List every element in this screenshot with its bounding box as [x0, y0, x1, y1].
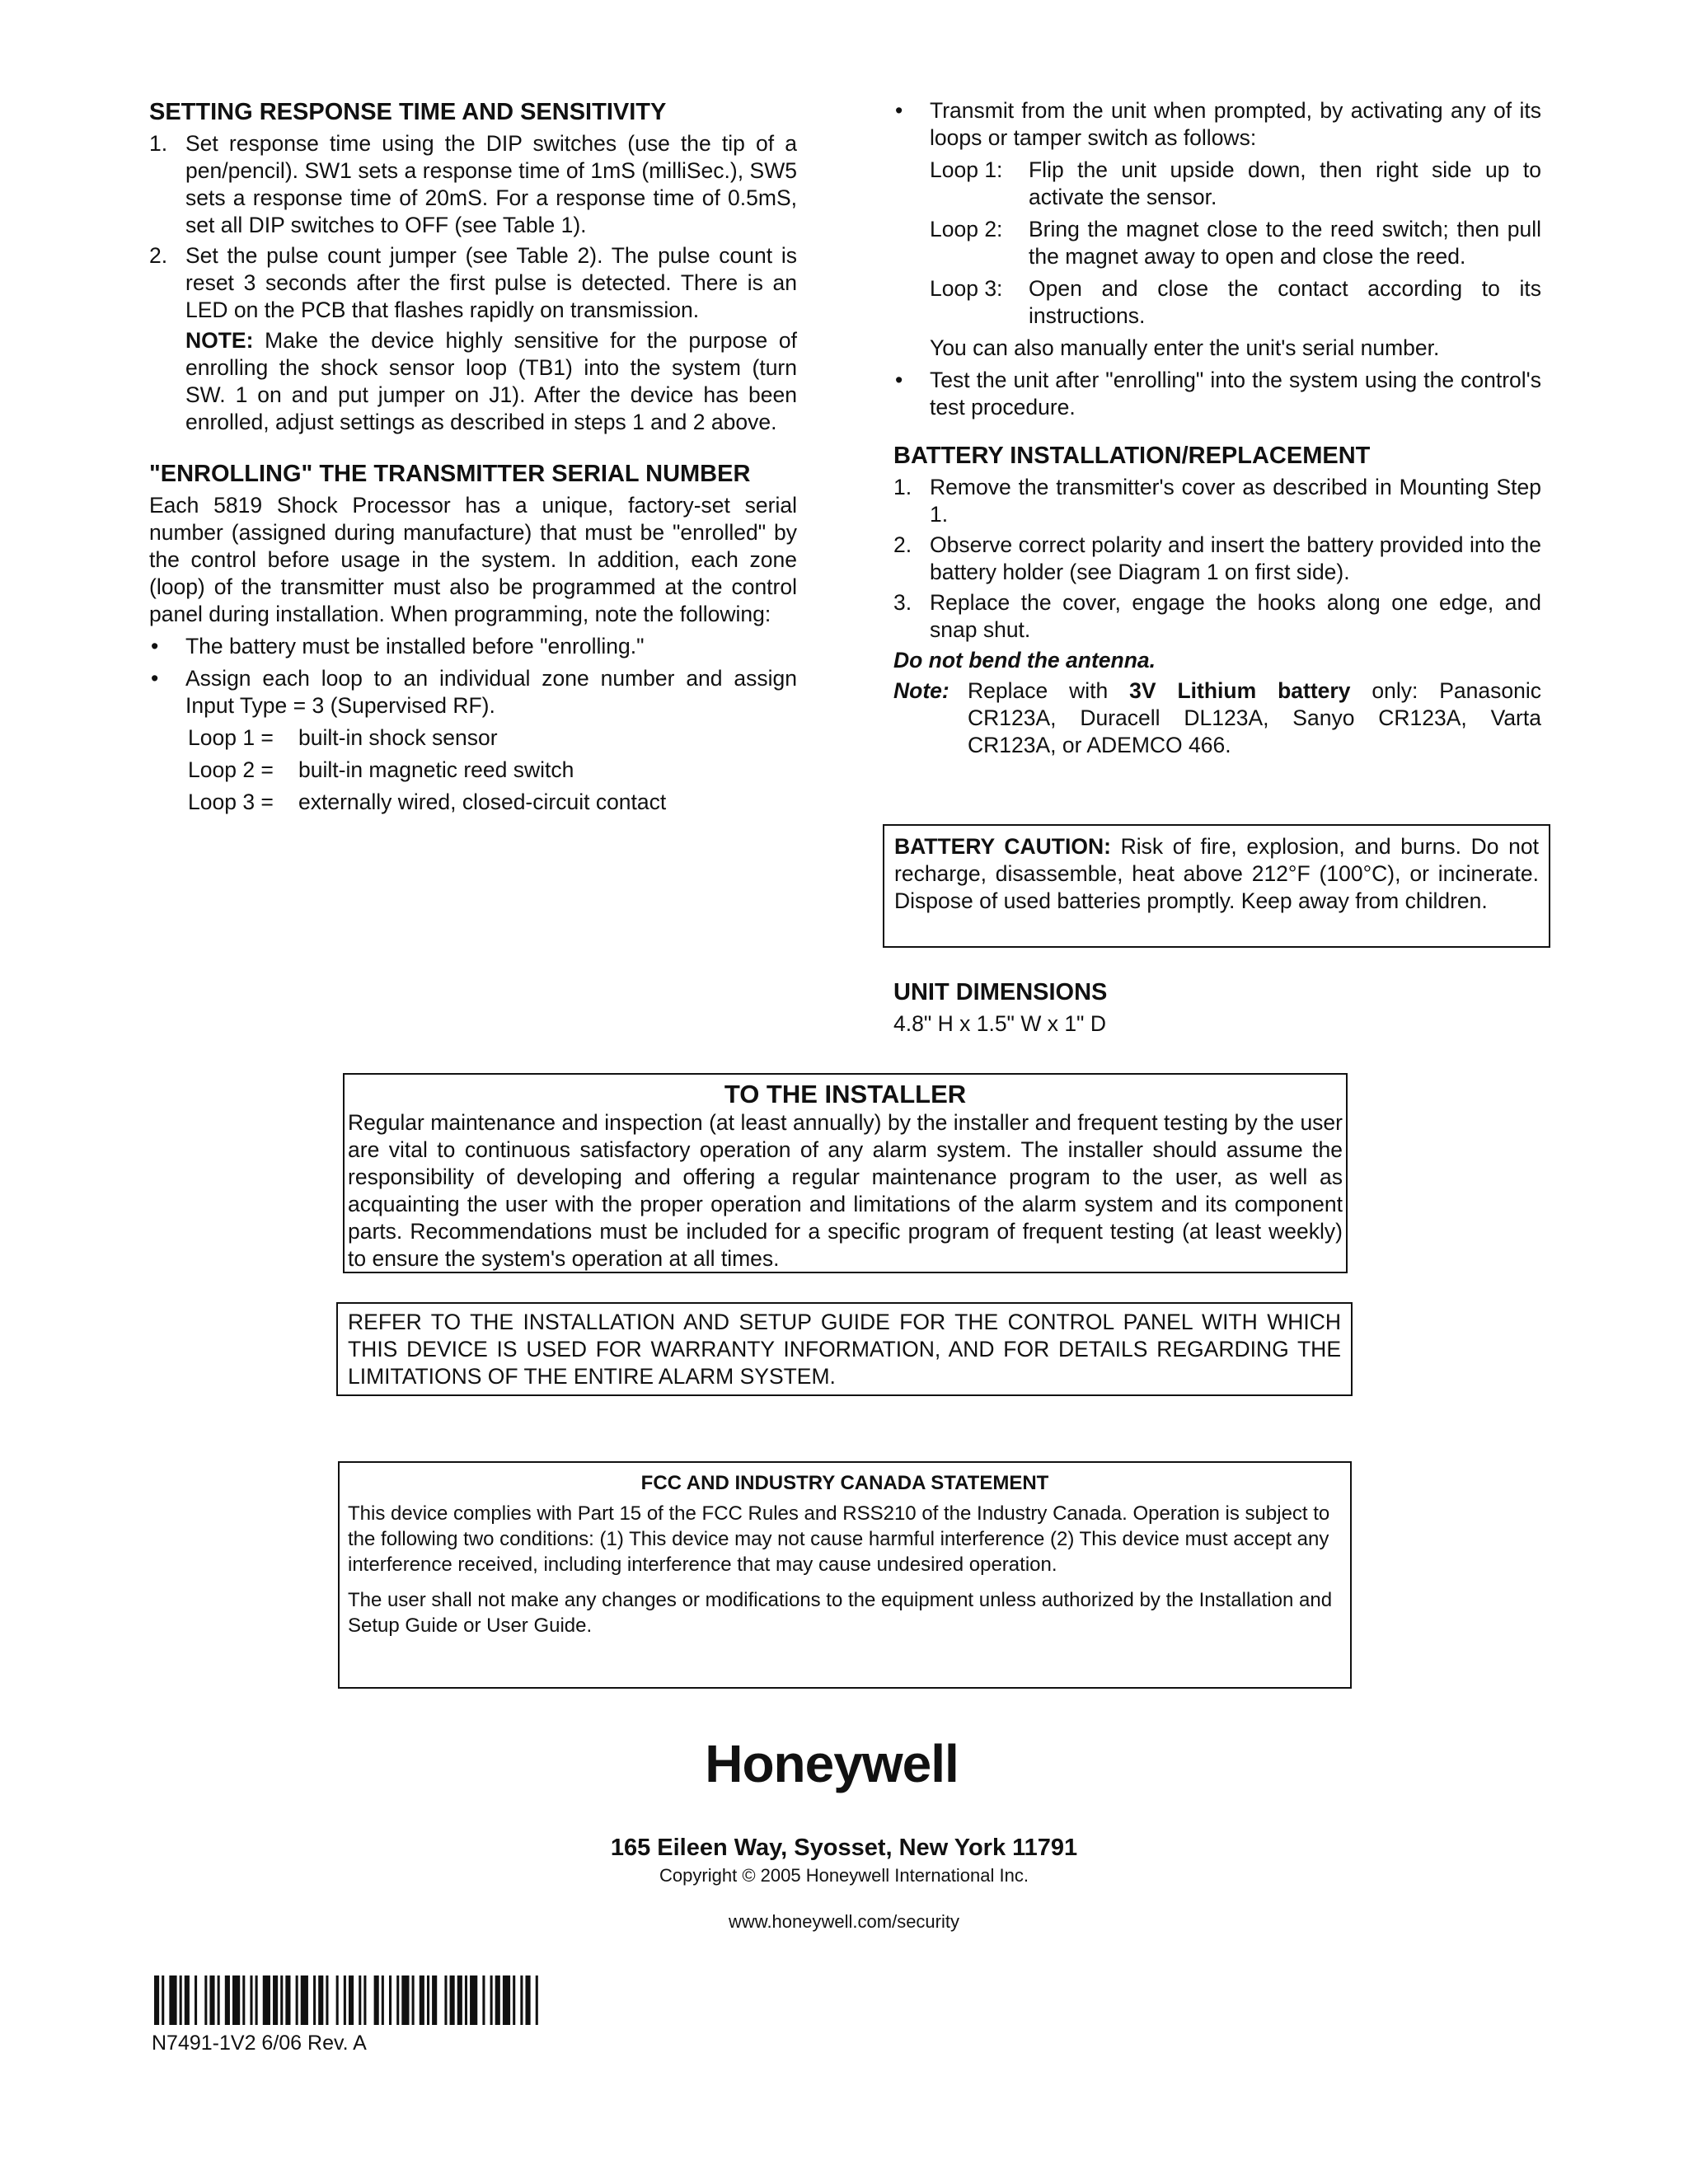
manual-entry-text: You can also manually enter the unit's serial number. [930, 335, 1440, 360]
note-label: NOTE: [185, 328, 254, 353]
response-steps [149, 130, 797, 324]
enroll-heading: "ENROLLING" THE TRANSMITTER SERIAL NUMBER [149, 461, 751, 487]
battery-steps [893, 474, 1541, 644]
bullet-text: Transmit from the unit when prompted, by activating any of its loops or tamper switch as follows: [930, 98, 1541, 150]
loop-row [149, 789, 797, 816]
note-text: Make the device highly sensitive for the purpose of enrolling the shock sensor loop (TB1) into the system (turn SW. 1 on and put jumper on J1). After the device has been enrolled, adjust settings as described in steps 1 and 2 above. [185, 328, 797, 434]
loop-text: externally wired, closed-circuit contact [298, 790, 667, 814]
fcc-title: FCC AND INDUSTRY CANADA STATEMENT [640, 1472, 1049, 1494]
test-bullets [893, 367, 1541, 421]
battery-heading: BATTERY INSTALLATION/REPLACEMENT [893, 443, 1371, 469]
company-address: 165 Eileen Way, Syosset, New York 11791 [610, 1835, 1078, 1861]
note-pre: Replace with [968, 678, 1130, 703]
sensitivity-note [149, 327, 797, 436]
loop-instructions [893, 157, 1541, 330]
response-heading: SETTING RESPONSE TIME AND SENSITIVITY [149, 99, 667, 125]
loop-key: Loop 2: [930, 217, 1003, 241]
enroll-bullets [149, 633, 797, 719]
loop-row [149, 724, 797, 752]
step-number: 2. [893, 532, 912, 557]
loop-key: Loop 1: [930, 157, 1003, 182]
bullet-text: Assign each loop to an individual zone number and assign Input Type = 3 (Supervised RF). [185, 666, 797, 718]
step-number: 3. [893, 590, 912, 615]
step-text: Observe correct polarity and insert the battery provided into the battery holder (see Diagram 1 on first side). [930, 532, 1541, 584]
step-number: 1. [893, 475, 912, 499]
loop-assignments [149, 724, 797, 816]
barcode-image [154, 1975, 546, 2025]
enroll-intro: Each 5819 Shock Processor has a unique, factory-set serial number (assigned during manufacture) that must be "enrolled" by the control before usage in the system. In addition, each zone (loop) of the transmitter must also be programmed at the control panel during installation. When programming, note the following: [149, 493, 797, 626]
transmit-bullets [893, 97, 1541, 152]
refer-text: REFER TO THE INSTALLATION AND SETUP GUIDE FOR THE CONTROL PANEL WITH WHICH THIS DEVICE IS USED FOR WARRANTY INFORMATION, AND FOR DETAILS REGARDING THE LIMITATIONS OF THE ENTIRE ALARM SYSTEM. [348, 1310, 1341, 1389]
loop-text: built-in magnetic reed switch [298, 757, 574, 782]
fcc-paragraph: The user shall not make any changes or modifications to the equipment unless authorized by the Installation and Setup Guide or User Guide. [348, 1589, 1333, 1637]
logo-text: Honeywell [705, 1734, 959, 1793]
website-url: www.honeywell.com/security [729, 1911, 959, 1932]
part-number: N7491-1V2 6/06 Rev. A [152, 2032, 367, 2055]
installer-title: TO THE INSTALLER [724, 1080, 967, 1108]
caution-label: BATTERY CAUTION: [894, 834, 1111, 859]
loop-row [149, 757, 797, 784]
step-text: Replace the cover, engage the hooks along one edge, and snap shut. [930, 590, 1541, 642]
list-item: • The battery must be installed before "enrolling." [151, 634, 645, 658]
installer-box [343, 1073, 1348, 1273]
dimensions-value: 4.8" H x 1.5" W x 1" D [893, 1011, 1106, 1036]
fcc-paragraph: This device complies with Part 15 of the FCC Rules and RSS210 of the Industry Canada. Operation is subject to the following two conditions: (1) This device may not cause harmful interference (2) This device must accept any interference received, including interference that may cause undesired operation. [348, 1502, 1330, 1576]
loop-key: Loop 3 = [188, 790, 274, 814]
dimensions-heading: UNIT DIMENSIONS [893, 979, 1108, 1005]
step-number: 1. [149, 131, 168, 156]
list-item [149, 242, 797, 324]
note-battery-type: 3V Lithium battery [1129, 678, 1351, 703]
list-item: • Transmit from the unit when prompted, by activating any of its loops or tamper switch as follows: [895, 98, 1541, 150]
note-label: Note: [893, 678, 950, 703]
loop-row [930, 157, 1541, 211]
honeywell-logo [695, 1731, 968, 1797]
bullet-text: The battery must be installed before "enrolling." [185, 634, 645, 658]
list-item [893, 532, 1541, 586]
list-item: • Test the unit after "enrolling" into the system using the control's test procedure. [895, 368, 1541, 419]
loop-text: Open and close the contact according to its instructions. [1029, 276, 1541, 328]
copyright-notice: Copyright © 2005 Honeywell International Inc. [659, 1865, 1029, 1886]
list-item [149, 130, 797, 239]
step-text: Set the pulse count jumper (see Table 2). The pulse count is reset 3 seconds after the first pulse is detected. There is an LED on the PCB that flashes rapidly on transmission. [185, 243, 797, 322]
bullet-text: Test the unit after "enrolling" into the system using the control's test procedure. [930, 368, 1541, 419]
loop-text: built-in shock sensor [298, 725, 498, 750]
loop-key: Loop 1 = [188, 725, 274, 750]
caution-text: Risk of fire, explosion, and burns. Do not recharge, disassemble, heat above 212°F (100°C), or incinerate. Dispose of used batteries promptly. Keep away from children. [894, 834, 1540, 913]
unit-dimensions [893, 977, 1541, 1038]
left-column [149, 97, 797, 821]
battery-caution-box [883, 824, 1550, 948]
loop-text: Bring the magnet close to the reed switch; then pull the magnet away to open and close the reed. [1029, 217, 1541, 269]
installer-text: Regular maintenance and inspection (at least annually) by the installer and frequent testing by the user are vital to continuous satisfactory operation of any alarm system. The installer should assume the responsibility of developing and offering a regular maintenance program to the user, as well as acquainting the user with the proper operation and limitations of the alarm system and its component parts. Recommendations must be included for a specific program of frequent testing (at least weekly) to ensure the system's operation at all times. [348, 1110, 1343, 1271]
list-item [893, 474, 1541, 528]
loop-key: Loop 2 = [188, 757, 274, 782]
loop-key: Loop 3: [930, 276, 1003, 301]
warranty-refer-box [336, 1302, 1353, 1396]
loop-row [930, 275, 1541, 330]
list-item [893, 589, 1541, 644]
note-post: only: Panasonic CR123A, Duracell DL123A, Sanyo CR123A, Varta CR123A, or ADEMCO 466. [968, 678, 1541, 757]
loop-text: Flip the unit upside down, then right side up to activate the sensor. [1029, 157, 1541, 209]
step-text: Set response time using the DIP switches (use the tip of a pen/pencil). SW1 sets a response time of 1mS (milliSec.), SW5 sets a response time of 20mS. For a response time of 0.5mS, set all DIP switches to OFF (see Table 1). [185, 131, 797, 237]
step-text: Remove the transmitter's cover as described in Mounting Step 1. [930, 475, 1541, 527]
antenna-warning: Do not bend the antenna. [893, 648, 1156, 673]
list-item: • Assign each loop to an individual zone number and assign Input Type = 3 (Supervised RF). [151, 666, 797, 718]
loop-row [930, 216, 1541, 270]
right-column [893, 97, 1541, 759]
step-number: 2. [149, 243, 168, 268]
battery-note [893, 677, 1541, 759]
fcc-statement-box [338, 1461, 1352, 1689]
